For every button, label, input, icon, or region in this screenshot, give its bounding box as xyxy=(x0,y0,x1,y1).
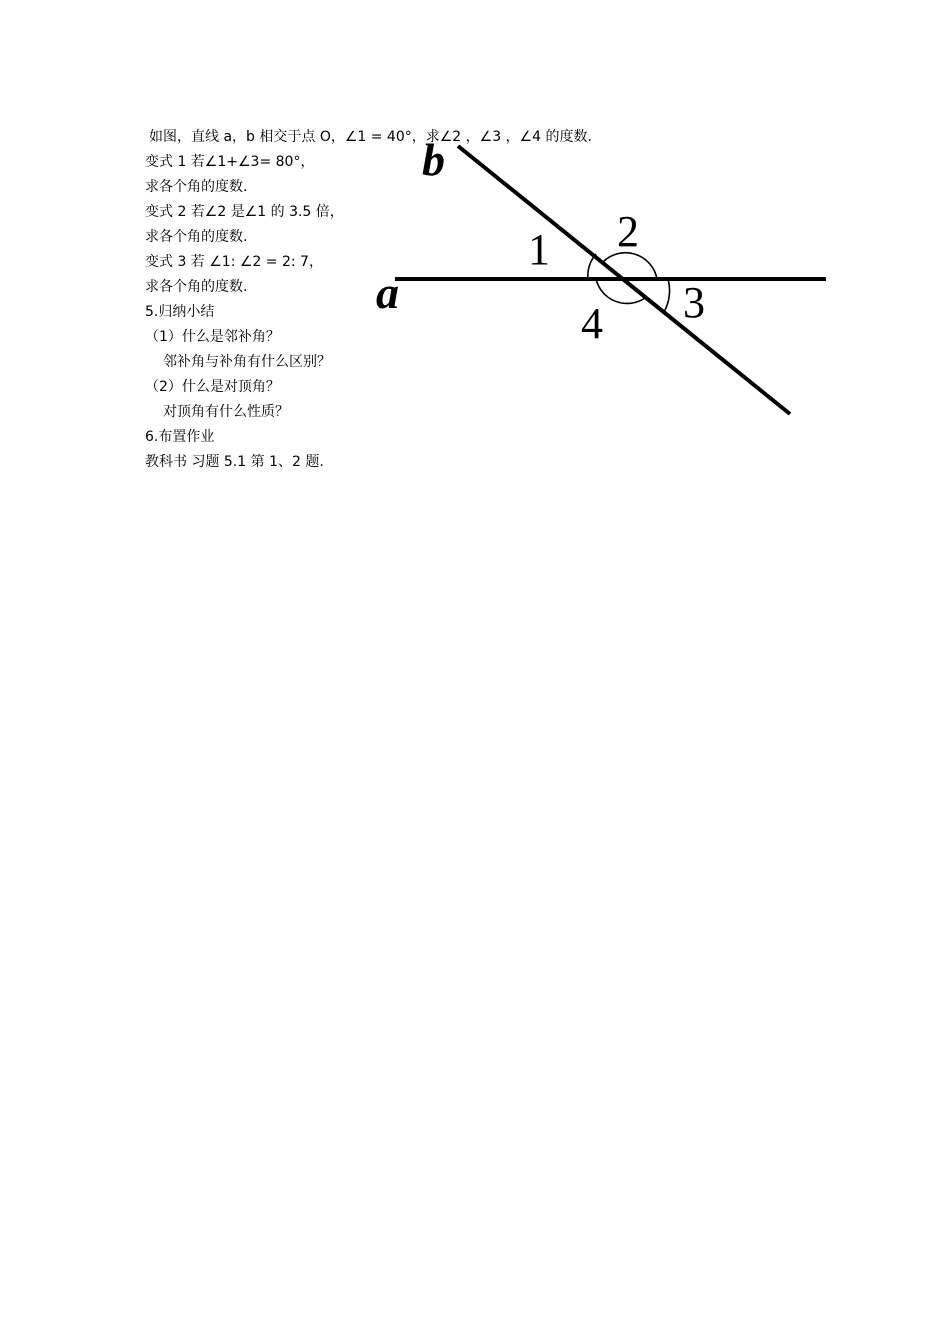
variant-1-question: 求各个角的度数. xyxy=(145,179,248,195)
variant-3-condition: 变式 3 若 ∠1: ∠2 = 2: 7， xyxy=(145,254,323,270)
summary-question-1b: 邻补角与补角有什么区别？ xyxy=(163,354,331,370)
angle-2-arc xyxy=(603,253,657,279)
homework-assignment: 教科书 习题 5.1 第 1、2 题. xyxy=(145,454,324,470)
angle-2-label: 2 xyxy=(617,207,639,256)
problem-statement: 如图，直线 a，b 相交于点 O，∠1 = 40°，求∠2 ，∠3 ，∠4 的度数. xyxy=(149,129,592,145)
summary-heading: 5.归纳小结 xyxy=(145,304,215,320)
variant-1-condition: 变式 1 若∠1+∠3= 80°， xyxy=(145,154,315,170)
angle-3-label: 3 xyxy=(683,278,705,327)
line-a-label: a xyxy=(376,267,399,318)
line-b-label: b xyxy=(422,134,445,185)
variant-2-condition: 变式 2 若∠2 是∠1 的 3.5 倍， xyxy=(145,204,344,220)
homework-heading: 6.布置作业 xyxy=(145,429,215,445)
angle-4-label: 4 xyxy=(581,299,603,348)
variant-2-question: 求各个角的度数. xyxy=(145,229,248,245)
variant-3-question: 求各个角的度数. xyxy=(145,279,248,295)
angle-3-arc xyxy=(664,279,670,312)
summary-question-2: （2）什么是对顶角？ xyxy=(145,379,280,395)
angle-1-label: 1 xyxy=(528,225,550,274)
summary-question-1: （1）什么是邻补角？ xyxy=(145,329,280,345)
summary-question-2b: 对顶角有什么性质？ xyxy=(163,404,289,420)
